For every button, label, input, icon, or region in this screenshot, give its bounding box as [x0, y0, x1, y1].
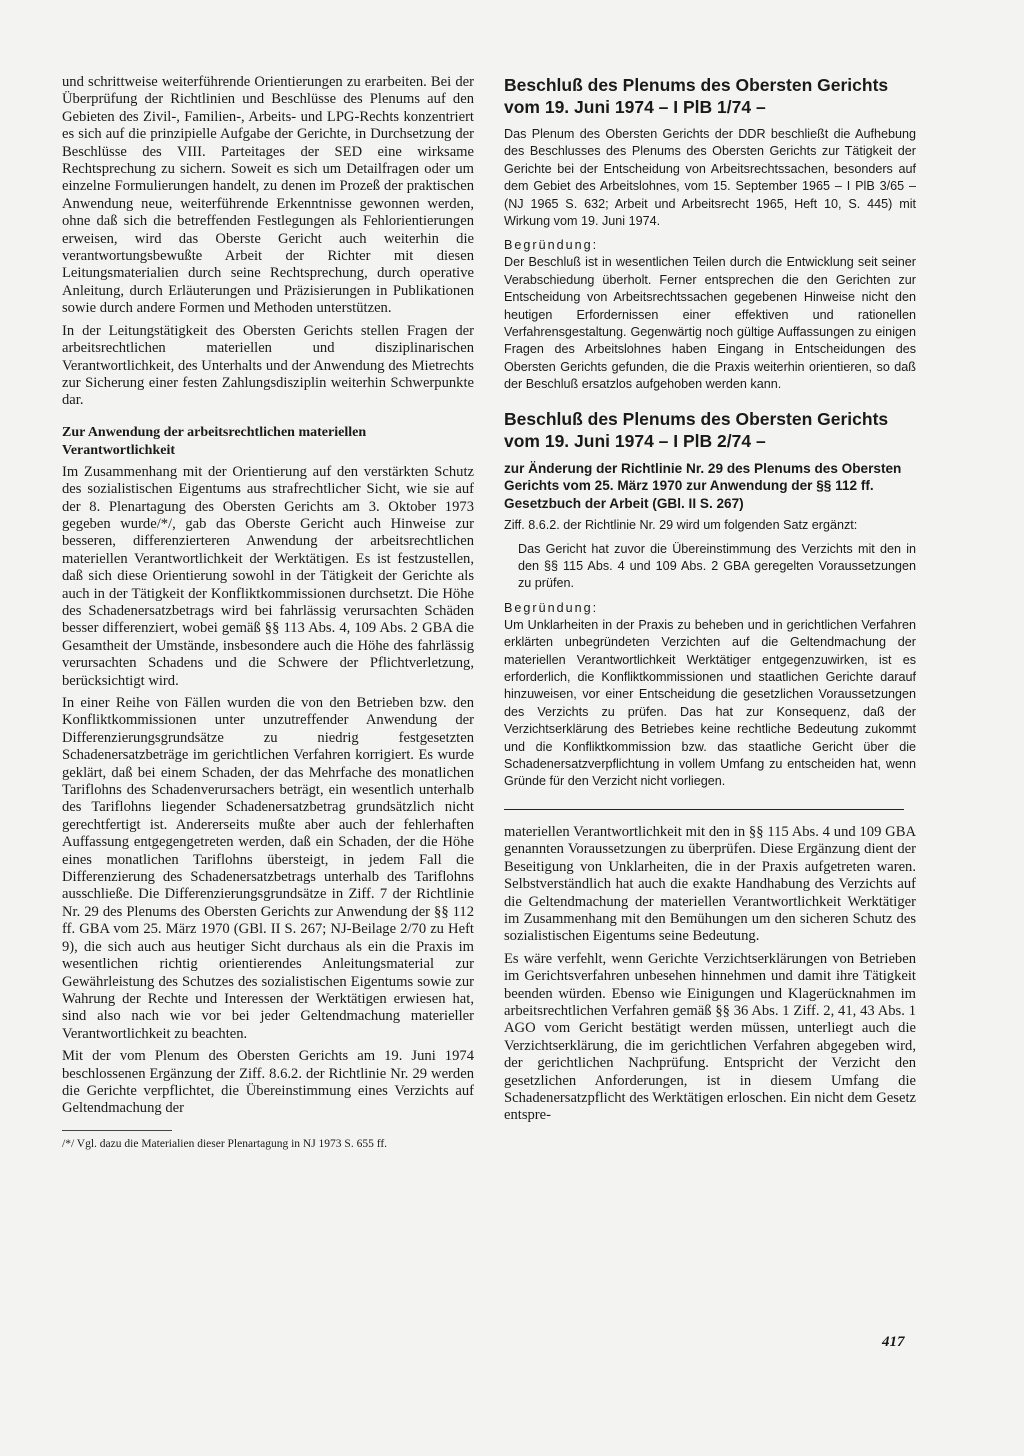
footnote: /*/ Vgl. dazu die Materialien dieser Plenartagung in NJ 1973 S. 655 ff. — [62, 1137, 388, 1150]
decision-1-body: Das Plenum des Obersten Gerichts der DDR beschließt die Aufhebung des Beschlusses des Plenums des Obersten Gerichts zur Tätigkeit der Gerichte bei der Entscheidung von Arbeitsrechtssachen, besonders auf dem Gebiet des Arbeitslohnes, vom 15. September 1965 – I PlB 3/65 – (NJ 1965 S. 632; Arbeit und Arbeitsrecht 1965, Heft 10, S. 445) mit Wirkung vom 19. Juni 1974. — [504, 127, 916, 229]
decision-2-subtitle: zur Änderung der Richtlinie Nr. 29 des Plenums des Obersten Gerichts vom 25. März 1970 zur Anwendung der §§ 112 ff. Gesetzbuch der Arbeit (GBl. II S. 267) — [504, 460, 902, 511]
decision-1-reason-label: Begründung: — [504, 238, 599, 253]
decision-2-title: Beschluß des Plenums des Obersten Gerichts vom 19. Juni 1974 – I PlB 2/74 – — [504, 408, 889, 451]
decision-2-reason: Um Unklarheiten in der Praxis zu beheben und in gerichtlichen Verfahren erklärten unbegründeten Verzichten auf die Geltendmachung der materiellen Verantwortlichkeit Werktätiger entgegenzuwirken, ist es erforderlich, die Konfliktkommissionen und staatlichen Gerichte darauf hinzuweisen, vor einer Entscheidung die gesetzlichen Voraussetzungen des Verzichts zu prüfen. Das hat zur Konsequenz, daß der Verzichtserklärung des Betriebes keine rechtliche Bedeutung zukommt und die Konfliktkommission bzw. das staatliche Gericht über die Schadenersatzverpflichtung in vollem Umfang zu entscheiden hat, wenn Gründe für den Verzicht nicht vorliegen. — [504, 617, 916, 789]
column-divider — [504, 809, 904, 810]
paragraph: In der Leitungstätigkeit des Obersten Gerichts stellen Fragen der arbeitsrechtlichen materiellen und disziplinarischen Verantwortlichkeit, des Unterhalts und der Anwendung des Mietrechts zur Sicherung einer festen Zahlungsdisziplin weiterhin Schwerpunkte dar. — [62, 322, 474, 409]
footnote-divider — [62, 1130, 172, 1131]
page-number: 417 — [882, 1334, 905, 1350]
section-heading: Zur Anwendung der arbeitsrechtlichen materiellen Verantwortlichkeit — [62, 424, 367, 458]
paragraph: Im Zusammenhang mit der Orientierung auf den verstärkten Schutz des sozialistischen Eigentums aus strafrechtlicher Sicht, wie sie auf der 8. Plenartagung des Obersten Gerichts am 3. Oktober 1973 gegeben wurde/*/, gab das Oberste Gericht auch Hinweise zur besseren, differenzierteren Anwendung der arbeitsrechtlichen materiellen Verantwortlichkeit der Werktätigen. Es ist festzustellen, daß sich diese Orientierung sowohl in der Tätigkeit der Gerichte als auch in der Tätigkeit der Konfliktkommissionen durchsetzt. Die Höhe des Schadenersatzbetrags wird bei fahrlässig verursachten Schäden besser differenziert, wobei gemäß §§ 113 Abs. 4, 109 Abs. 2 GBA die Gesamtheit der Umstände, insbesondere auch die Höhe des fahrlässig verursachten Schadens und die Schwere der Pflichtverletzung, berücksichtigt wird. — [62, 463, 474, 689]
right-column — [504, 74, 916, 1130]
decision-1-title: Beschluß des Plenums des Obersten Gerichts vom 19. Juni 1974 – I PlB 1/74 – — [504, 75, 889, 117]
paragraph: Mit der vom Plenum des Obersten Gerichts am 19. Juni 1974 beschlossenen Ergänzung der Ziff. 8.6.2. der Richtlinie Nr. 29 werden die Gerichte verpflichtet, die Übereinstimmung eines Verzichts auf Geltendmachung der — [62, 1048, 474, 1117]
decision-2-quote: Das Gericht hat zuvor die Übereinstimmung des Verzichts mit den in den §§ 115 Abs. 4 und 109 Abs. 2 GBA geregelten Voraussetzungen zu prüfen. — [518, 541, 916, 591]
decision-1-reason: Der Beschluß ist in wesentlichen Teilen durch die Entwicklung seit seiner Verabschiedung überholt. Ferner entsprechen die den Gerichten zur Entscheidung von Arbeitsrechtssachen gegebenen Hinweise nicht den heutigen Erfordernissen einer effektiven und rationellen Verfahrensgestaltung. Gegenwärtig noch gültige Auffassungen zu einigen Fragen des Arbeitslohnes haben Eingang in Entscheidungen des Obersten Gerichts gefunden, die die Praxis weiterhin orientieren, so daß der Beschluß ersatzlos aufgehoben werden kann. — [504, 255, 916, 392]
paragraph: Es wäre verfehlt, wenn Gerichte Verzichtserklärungen von Betrieben im Gerichtsverfahren unbesehen hinnehmen und damit ihre Tätigkeit beenden würden. Ebenso wie Einigungen und Klagerücknahmen im arbeitsrechtlichen Verfahren gemäß §§ 36 Abs. 1 Ziff. 2, 41, 43 Abs. 1 AGO vom Gericht bestätigt werden müssen, unterliegt auch die Verzichtserklärung, die im gerichtlichen Verfahren abgegeben wird, der gerichtlichen Nachprüfung. Entspricht der Verzicht den gesetzlichen Anforderungen, ist in diesem Umfang die Schadenersatzpflicht des Werktätigen erloschen. Ein nicht dem Gesetz entspre- — [504, 950, 916, 1124]
paragraph: In einer Reihe von Fällen wurden die von den Betrieben bzw. den Konfliktkommissionen unter unzutreffender Anwendung der Differenzierungsgrundsätze zu niedrig festgesetzten Schadenersatzbeträge im gerichtlichen Verfahren korrigiert. Es wurde geklärt, daß bei einem Schaden, der das Mehrfache des monatlichen Tariflohns des Schadenverursachers beträgt, ein wesentlich unterhalb des Tariflohns liegender Schadenersatzbetrag grundsätzlich nicht gerechtfertigt ist. Andererseits mußte aber auch der fehlerhaften Auffassung entgegengetreten werden, daß ein Schaden, der die Höhe eines monatlichen Tariflohns übersteigt, in jedem Fall die Differenzierung des Schadenersatzbetrags unterhalb des Tariflohns ausschließe. Die Differenzierungsgrundsätze in Ziff. 7 der Richtlinie Nr. 29 des Plenums des Obersten Gerichts zur Anwendung der §§ 112 ff. GBA vom 25. März 1970 (GBl. II S. 267; NJ-Beilage 2/70 zu Heft 9), die sich auch aus heutiger Sicht durchaus als ein die Praxis im wesentlichen richtig orientierendes Anleitungsmaterial zur Gewährleistung des Schutzes des sozialistischen Eigentums sowie zur Wahrung der Rechte und Interessen der Werktätigen erwiesen hat, sind also nach wie vor bei jeder Geltendmachung materieller Verantwortlichkeit zu beachten. — [62, 695, 474, 1042]
decision-2-reason-label: Begründung: — [504, 600, 599, 615]
paragraph: materiellen Verantwortlichkeit mit den in §§ 115 Abs. 4 und 109 GBA genannten Voraussetzungen zu überprüfen. Diese Ergänzung dient der Beseitigung von Unklarheiten, die in der Praxis aufgetreten waren. Selbstverständlich hat auch die exakte Handhabung des Verzichts auf die Geltendmachung der materiellen Verantwortlichkeit Werktätiger im Zusammenhang mit den Bemühungen um den sicheren Schutz des sozialistischen Eigentums seine Bedeutung. — [504, 823, 916, 945]
decision-2-intro: Ziff. 8.6.2. der Richtlinie Nr. 29 wird um folgenden Satz ergänzt: — [504, 518, 858, 533]
paragraph: und schrittweise weiterführende Orientierungen zu erarbeiten. Bei der Überprüfung der Richtlinien und Beschlüsse des Plenums auf den Gebieten des Zivil-, Familien-, Arbeits- und LPG-Rechts konzentriert es sich auf die prinzipielle Aufgabe der Gerichte, in Durchsetzung der Beschlüsse des VIII. Parteitages der SED eine wirksame Rechtsprechung zu sichern. Soweit es sich um Detailfragen oder um einzelne Formulierungen handelt, zu denen im Prozeß der praktischen Anwendung neue, weiterführende Erkenntnisse gewonnen werden, ohne daß sich die betreffenden Festlegungen als Fehlorientierungen erweisen, wird das Oberste Gericht auch weiterhin die verantwortungsbewußte Arbeit der Richter mit diesen Leitungsmaterialien durch seine Rechtsprechung, durch operative Anleitung, durch Erläuterungen und Präzisierungen in Publikationen sowie durch andere Formen und Methoden unterstützen. — [62, 74, 474, 317]
left-column — [62, 74, 474, 1151]
